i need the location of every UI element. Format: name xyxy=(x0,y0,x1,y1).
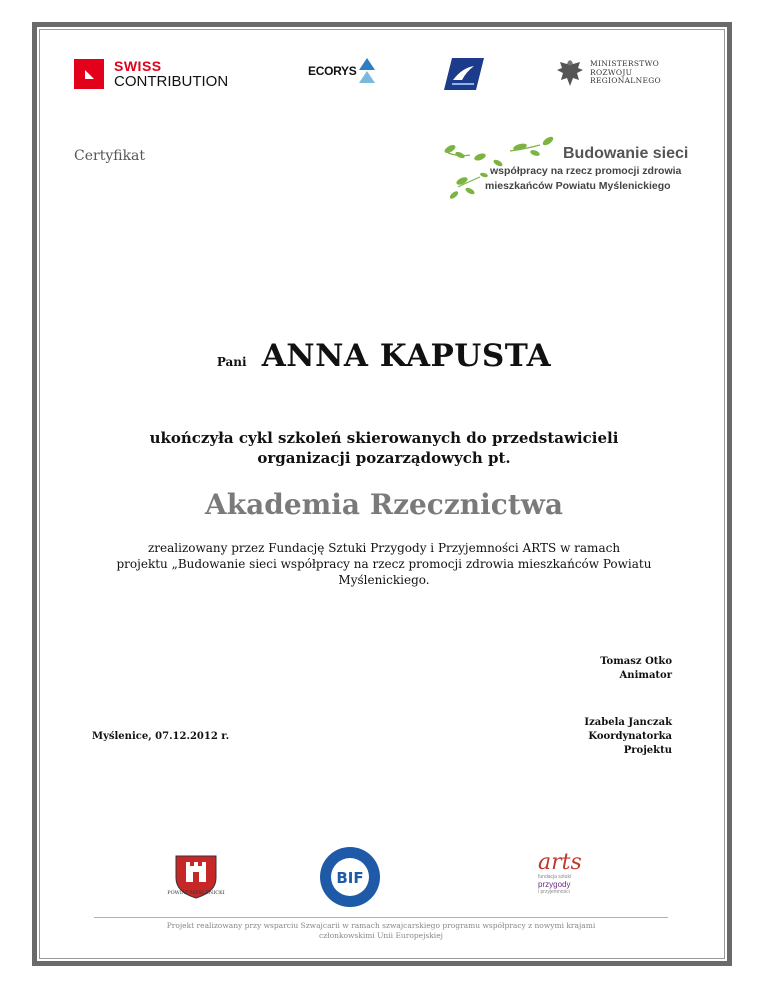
place-and-date: Myślenice, 07.12.2012 r. xyxy=(92,731,230,742)
completion-line-2: organizacji pozarządowych pt. xyxy=(257,449,511,467)
signature-coordinator xyxy=(584,716,672,758)
swiss-logo-line2: CONTRIBUTION xyxy=(114,73,229,90)
signature-animator xyxy=(600,655,672,683)
swiss-flag-icon xyxy=(74,59,104,89)
ecorys-logo xyxy=(308,58,375,84)
completion-statement xyxy=(0,428,768,468)
arts-logo-line-1: przygody xyxy=(538,880,571,889)
arts-logo-small: fundacja sztuki xyxy=(538,874,572,880)
svg-text:BIF: BIF xyxy=(336,869,364,887)
swiss-contribution-logo xyxy=(74,56,228,92)
arts-foundation-logo xyxy=(538,852,588,895)
signature-1-name: Tomasz Otko xyxy=(600,656,672,667)
bif-seal-icon xyxy=(318,845,382,909)
salutation: Pani xyxy=(216,355,247,369)
powiat-caption: POWIAT MYŚLENICKI xyxy=(167,890,225,896)
recipient-name: ANNA KAPUSTA xyxy=(261,338,552,374)
certificate-label: Certyfikat xyxy=(74,148,146,164)
completion-line-1: ukończyła cykl szkoleń skierowanych do przedstawicieli xyxy=(149,429,619,447)
project-logo-subtitle-2: mieszkańców Powiatu Myślenickiego xyxy=(485,180,671,192)
course-description xyxy=(80,540,688,588)
ministry-logo xyxy=(556,58,661,88)
footer-note xyxy=(94,921,668,941)
arts-logo-line-2: i przyjemności xyxy=(538,889,570,895)
ecorys-logo-text: ECORYS xyxy=(308,64,357,78)
arts-logo-mark: arts xyxy=(538,850,582,875)
ecorys-triangle-icon xyxy=(359,58,375,84)
description-line-2: projektu „Budowanie sieci współpracy na rzecz promocji zdrowia mieszkańców Powiatu xyxy=(116,557,652,571)
footer-line-1: Projekt realizowany przy wsparciu Szwajcarii w ramach szwajcarskiego programu współpracy z nowymi krajami xyxy=(166,921,596,930)
description-line-3: Myślenickiego. xyxy=(338,573,430,587)
footer-line-2: członkowskimi Unii Europejskiej xyxy=(319,931,443,940)
bird-emblem-icon xyxy=(444,58,484,90)
recipient-line xyxy=(0,338,768,374)
description-line-1: zrealizowany przez Fundację Sztuki Przygody i Przyjemności ARTS w ramach xyxy=(147,541,621,555)
polish-eagle-icon xyxy=(556,58,584,88)
course-title: Akademia Rzecznictwa xyxy=(205,488,563,521)
signature-1-role: Animator xyxy=(619,670,672,681)
ministry-line3: REGIONALNEGO xyxy=(590,76,661,86)
project-logo-subtitle-1: współpracy na rzecz promocji zdrowia xyxy=(490,165,682,177)
ministry-line1: MINISTERSTWO xyxy=(590,59,660,69)
footer-divider xyxy=(94,917,668,918)
swiss-logo-line1: SWISS xyxy=(114,58,162,74)
project-logo-title: Budowanie sieci xyxy=(563,145,689,162)
ministry-line2: ROZWOJU xyxy=(590,67,633,77)
signature-2-name: Izabela Janczak xyxy=(584,717,672,728)
signature-2-role-1: Koordynatorka xyxy=(588,731,672,742)
signature-2-role-2: Projektu xyxy=(623,745,672,756)
